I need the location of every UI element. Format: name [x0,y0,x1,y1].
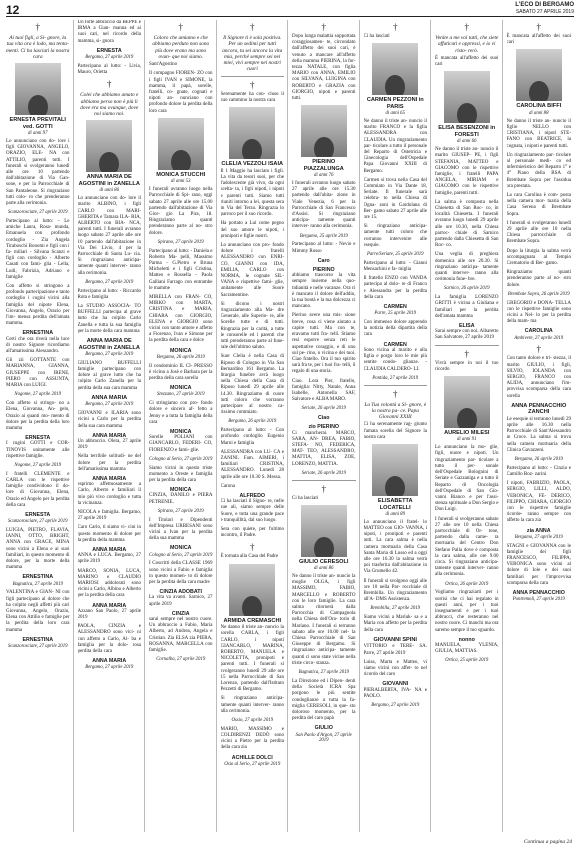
notice-text: Vivrà sempre in noi il tuo ricordo [435,360,499,372]
deceased-first-name: MONICA [170,347,192,354]
notice-text: CINZIA, DANILO e PIERA PETRENIE. [149,493,213,505]
deceased-name: CAROLINA BIFFI [516,103,562,110]
place-date: Bergamo, 27 aprile 2019 [371,702,420,708]
notice-text: Sorelle POLIANI con GIANCARLO, FEDERI- CO, FIORENZO e fami- glie. [149,435,213,453]
place-date: Ossio, 27 aprile 2019 [231,718,274,723]
notice-text: Ne danno il triste an- nuncio la sorella CARLA, i figli CARLO, i nipoti GIANCARLO, MARINA, ROBERTO, MANUELA e NICOLETTA, pronipoti e parenti tutti. I funerali si svolgeranno lunedì 29 alle ore 15 nella Parrocchiale di San Lorenzo, partendo dall'Istituto Pezzetti di Bergamo. [220,625,284,693]
portrait-photo [15,63,61,115]
place-date: Parre, 25 aprile 2019 [374,311,417,317]
deceased-name: GIOVANNI SPINI [373,636,417,643]
deceased-name: ERNESTA PREVITALI ved. GOTTI [9,117,66,130]
place-date: Bagnatica, 27 aprile 2019 [12,581,63,587]
notice-text: Ci ha serenamente rag- giunto l'amata sorella del Signore la nostra cara [363,422,427,440]
deceased-first-name: MONICA [170,385,192,392]
deceased-first-name: zia ANNA [526,527,551,534]
portrait-photo [86,120,132,172]
column-7 [435,20,503,832]
notice-text: Partecipano al lutto: - Gianni Mensachini e fa- miglia [363,260,427,273]
deceased-first-name: ERNESTA [25,511,51,518]
place-date: Stezzano, 27 aprile 2019 [157,392,205,398]
continued-note: Continua a pagina 24 [523,839,572,845]
deceased-first-name: ELISA [458,322,475,329]
cross-icon: † [393,388,398,399]
epigraph: Colei che abbiamo amato e abbiamo perso non è più lì dove era ma ovunque, dove noi siamo noi. [80,92,139,118]
portrait-silhouette [314,537,334,557]
notice-text: Nella terribile solitudi- ne del dolore per la perdita dell'amatissima mamma [77,454,141,472]
place-date: Spirano, 27 aprile 2019 [157,508,204,514]
age-line: di anni 91 [457,437,477,443]
notice-text: Siamo vicini a Mariuk- sa e a Maria con affetto per la perdita della cara [363,615,427,633]
notice-text: MANUELA, YLENIA, GIULIA, MATTIAS. [435,642,499,655]
column-6 [364,20,432,832]
deceased-first-name: GIULIO [314,725,333,732]
deceased-name: CLELIA VEZZOLI ISAIA [221,161,284,168]
notice-text: La Direzione ed i Dipen- denti della Società ICRA Spa porgono le più sentite condoglianze a tutta la fa- miglia CERESOLI, in que- sto doloroso momento, per la perdita del caro papà [292,678,356,722]
notice-text: Gli zii GOTTANTE con MARIANNA, GIANNA, GIUSEPPE con IRENE, PIERO con ASSUNTA, MARIA con LUIGI. [6,358,70,389]
place-date: Brembilla, 27 aprile 2019 [370,606,421,612]
cross-icon: † [536,22,541,32]
notice-text: Con affetto si stringono a profondo partecipazione e tanto cordoglio i cugini vicini alla famiglia del nipote Elena, Giovanna, Angelo, Orazio per l'im- mensa perdita dell'amata mamma. [6,284,70,327]
notice-text: Serenamente ha con- cluso il suo cammino la nostra cara [220,91,284,103]
notice-text: Si dicono i nostri ringraziamento alla Ma- dre Generale, alle Superio- re, alle Sorelle tutte e di tutti. Ringrazia per la carità, a tutte le consorelle ed i parenti che tutti prenderanno parte al fune- rale dell'ultimo saluto. [220,301,284,351]
notice-text: Lo annunciano con do- lore il marito ALBINO, i figli CARLO con MARI- GHERITA e Tamara ILA- RIA, ALBERTO con BIA- NCA, parenti tutti. I funerali avranno luogo sabato 27 aprile alle ore 10 partendo dall'abitazione in Via Dei Livio, 4 per la Parrocchiale di Santa Lu- cia. Si ringraziano anticipa- tamente quanti interver- ranno alla cerimonia. [77,196,141,276]
portrait-photo [301,505,347,557]
publication-name: L'ECO DI BERGAMO [515,2,574,8]
notice-text: VITTORIO e TERE- SA. Parre, 27 aprile 2019 [363,644,427,656]
deceased-name: ANNA PENNACCHIO ZANCHI [511,402,567,416]
notice-text: Un ringraziamento par- ticolare al personale medi- co ed infermieristico del Reparto 1° e 4° Piano della RSA di Brembate Sopra per l'assidua ora prestata. [506,152,571,189]
cross-icon: † [107,79,112,90]
notice-text: I Coscritti della CLASSE 1969 sono vicini a Fabio e famiglia in questo momen- to di dolore per la perdita della cara madre [149,561,213,586]
notice-text: GIULIANO BUFFELLI famiglie partecipano con dolore al grave lutto che ha colpito Carlo Zanella per la perdita della sua cara mamma [77,360,141,391]
place-date: Cornalba, 27 aprile 2019 [156,657,206,663]
notice-text: PAOLA, CINZIA e ALESSANDRO sono vici- ni con affetto a Carlo, Al- ba e famiglia per la dolo- rosa perdita della cara [77,624,141,655]
notice-text: GREGORIO e DONA- TELLA con le rispettive famiglie sono vicini a Nel- lo per la perdita della mam- ma [506,300,571,325]
deceased-first-name: MONICA [170,429,192,435]
column-4 [221,20,289,832]
cross-icon: † [250,79,255,90]
age-line: di anni 86 [314,566,334,572]
epigraph: La Tua volontà a Si- gnore, è la nostra pa- ce. Papa Giovanni XXIII [364,401,427,421]
notice-text: I fratelli CLEMENTE e CARLA con le rispettive famiglie condividono il do- lore di Giovanna, Elena, Orazio ed Angelo per la perdita della cara [6,471,70,508]
place-date: Bergamo, 26 aprile 2019 [514,457,563,463]
notice-text: Ciao. Lora Pier, fratello, famiglia: Nitty, Natale, Anna Isabelle, Antonella SAF, Salvatore e ALBA MARO. [292,378,356,403]
cross-icon: † [464,22,469,32]
notice-text: Vogliamo ringraziarti per i sorrisi che ci hai regalato in questi anni, per i tuoi insegnamenti e per i tuoi abbracci, che resteranno nel nostro cuore. Ci manchi ma ora saremo sempre il tuo sguardo. [435,590,499,633]
notice-text: Un forte abbraccio da BEPPE e IRMA a Gian- manna ed ai suoi cari, nel ricordo della mamma, si- gnora [77,20,141,44]
portrait-silhouette [314,137,334,157]
deceased-first-name: ANNA PENNACCHIO [512,590,565,597]
portrait-photo [444,71,490,123]
age-line: di anni 88 [529,110,549,116]
place-date: Bergamo, 27 aprile 2019 [85,352,134,358]
portrait-silhouette [529,81,549,101]
notice-text: Si ringraziano anticipa- tamente tutti coloro che vorranno intervenire alle esequie. [363,224,427,248]
deceased-first-name: ERNESTINA [22,636,54,643]
age-line: di anni 89 [385,512,405,517]
obituary-columns [6,20,574,832]
notice-text: sarai sempre nel nostro cuore. Un abbraccio a Fabio, Maria Alberto, ad Andrea, Angela e Cristian. Zia ELSA zia PIERA, ROSANNA, MARCELLA con famiglie. [149,617,213,654]
cross-icon: † [321,483,326,494]
deceased-first-name: CARMEN [383,304,407,311]
notice-text: Il fratello ENZO con VANDA partecipa al dolo- re di Franco e Alessandra per la perdita della cara [363,276,427,300]
issue-date: SABATO 27 APRILE 2019 [515,9,574,15]
epigraph: Venite a me voi tutti, che siete affaticati e oppressi, e io vi risto- rerò. [435,35,499,54]
notice-text: La cara Carolina è com- posta nella camera mor- tuaria della Casa Serena di Brembate Sopra. [506,192,571,217]
deceased-first-name: Ciao [318,415,330,422]
deceased-first-name: CINZIA ADOBATI [159,589,202,596]
notice-text: I cugini GOTTI e COR- TINOVIS unitamente alle rispettive famiglie. [6,441,70,459]
column-2 [78,20,146,832]
place-date: Osio al Serio, 27 aprile 2019 [224,761,281,767]
divider [435,345,499,346]
age-line: di anni 53 [171,179,191,185]
notice-text: La STUDIO ASSOCIA- TO BUFFELLI partecipa al grave lutto che ha colpito Carlo Zanella e tutta la sua famiglia per la morte della cara mamma [77,304,141,334]
portrait-photo [158,118,204,170]
deceased-name: ELISA BESENZONI in FORESTI [438,125,496,138]
deceased-first-name: nonno [458,636,475,643]
cross-icon: † [35,22,40,32]
notice-text: I nipoti, FABRIZIO, PAOLA, SERGIO, LILLI, ALDO, VERONICA, FE- DERICO, FILIPPO, CHIARA, GIORGIO con le rispettive famiglie ricorde- ranno sempre con affetto la cara zia [506,481,571,524]
deceased-first-name: GIOVANNI [382,681,409,688]
deceased-first-name: ANNA MARIA [92,658,127,665]
notice-text: abbiamo trascorso la vita sempre insieme nella quo- tidianità e nelle vacanze. Ora ci è mancato il dolore dell'addio, la tua bontà e la tua dolcezza ci mancano. [292,273,356,310]
notice-text: Il condominio IL CI- PRESSO è vicino a Josè e Barbara per la perdita della cara sorella [149,363,213,381]
notice-text: Carona [220,483,235,489]
cross-icon: † [250,22,255,32]
epigraph: Coloro che amiamo e che abbiamo perduto non sono più dove erano ma sono ovun- que noi siamo. [152,35,210,60]
portrait-silhouette [457,408,477,428]
notice-text: Con immenso dolore apprendo la notizia della dipartita della cara [363,320,427,338]
notice-text: Ci mancherai. MARCO, SARA, AN- DREA, FABIO, STEFA- NO, FEDERICA, MAT- TEO, ALESSANDRO, MATTIA, ELISA, ZOE, LORENZO, MATTIA. [292,430,356,467]
notice-text: Un abbraccio. Olera, 27 aprile 2019 [77,438,141,451]
deceased-first-name: ACHILLE DOLCI [231,754,273,761]
masthead [515,2,574,16]
age-line: di anni 65 [385,111,405,117]
notice-text: I funerali si svolgeranno lunedì 29 aprile alle ore 10 nella Chiesa parrocchiale di Brembate Sopra. [506,220,571,245]
notice-text: Sera con quiete, per l'ultimo incontro, il Padre. [220,527,284,539]
notice-text: È mancata all'affetto dei suoi cari [506,34,571,46]
notice-text: I funerali avranno luogo sabato 27 aprile alle ore 15.30 partendo dall'abita- zione in Viale Venezia, 6 per la Parrocchiale di San Francesco d'Assisi. Si ringraziano anticipa- tamente quanti interver- ranno alla cerimonia. [292,181,356,230]
notice-text: Sant'Agostino [149,62,178,68]
portrait-silhouette [242,139,262,159]
place-date: Bergamo, 26 aprile 2019 [228,419,277,425]
notice-text: Ringraziamo quanti prenderanno parte al no- stro dolore. [506,270,571,288]
notice-text: Partecipano al lutto: - Le amiche Laura, Rosa- munda, Emanuela con profondo cordoglio - Zia Angela Tiraboschi Bonomi e figli con i fa- miliari - Silvana Scanzi e figli con cordoglio - Alberto Casati con fami- glia - Lella, Ludi, Fabrizia, Adriano e famiglie [6,219,70,280]
deceased-first-name: MONICA [170,545,192,552]
portrait-silhouette [28,95,48,115]
place-date: Bagnatica, 27 aprile 2019 [298,670,349,676]
deceased-name: ELISABETTA LOCATELLI [377,498,413,511]
deceased-first-name: ERNESTA [96,47,122,54]
notice-text: Partecipano al lutto: - Livia, Mauro, Orietta [77,63,141,76]
deceased-name: ANNA MARIA [91,394,128,401]
page-number: 12 [6,3,20,17]
cross-icon: † [178,22,183,32]
notice-text: Con affetto si stringo- no a Elena, Giovanna, An- gelo, Orazio ai quanti mo- mento di dolore per la perdita della loro mamma [6,401,70,431]
deceased-first-name: CINZIA [171,610,190,617]
notice-text: La salma è composta nella Chiesetta di San Roc- co, in località Chiesetta. I funerali avranno luogo lunedì 29 aprile alle ore 10.30, nella Chiesa parroc- chiale di Sarnico partendo dalla Chiesetta di San Roc- co. [435,199,499,249]
notice-text: esprimo affettuosamente a Carlo, Alberto e familiari il mio più vivo cordoglio e tutta la vicinanza. [77,482,141,506]
notice-text: Dopo lunga malattia sopportata coraggiosamen- te, circondato dall'affetto dei suoi cari, è venuto a mancare all'affetto della mamma PIERINA, la for- tezza NATALE, con figlia MARIO con ANNA, EMILIO con SILVANA, LUIGINA con ROBERTO e GRAZIA con GIORGIO, nipoti e parenti tutti. [292,34,356,102]
place-date: San Paolo d'Argon, 27 aprile 2019 [295,732,352,744]
notice-text: PIERALBERTA, IVA- NA e PAOLO. [363,687,427,699]
portrait-photo [516,49,562,101]
notice-text: Luisa, Marta e Matteo, vi siamo vicini con affet- to nel ricordo del caro [363,659,427,678]
deceased-first-name: ANNA MARIA [92,547,127,554]
place-date: Seriate, 26 aprile 2019 [301,406,346,412]
notice-text: Partecipano al lutto: - Daniela e Roberto Ma- pelli, Massimo Parma - G.Pietro e Bruna Micheletti e i figli Cristina, Matteo e Rossella - Paola Galliani Farrago con entrambe le mamme [149,248,213,291]
place-date: Scanzorosciate, 27 aprile 2019 [7,643,68,649]
place-date: Sarnico, 26 aprile 2019 [443,286,490,292]
age-line: di anni 66 [457,139,477,145]
cross-icon: † [321,22,326,32]
notice-text: Caro Carlo, ti siamo vi- cini in questo momento di dolore per la perdita della mamma [77,525,141,543]
notice-text: ANNA e LUCA. Bergamo, 27 aprile 2019 [77,553,141,565]
notice-text: Il 1 Maggio ha lasciato i figli. La vita da tesori suoi, per che l'adolescente già vivo, da ogni scelta- ta, i figli nipoti, i nipoti e parenti tutti. Siamo tutti riuniti intorno a lei, questa sera in Via del Terzo. Ringrazia lo parroco per il suo ricordo. [220,168,284,218]
notice-text: Partecipano al lutto: - Nevio e Mimmy Rosso [292,242,356,254]
notice-text: Certi che ora riverà nella luce di nostro Signore ricordiamo all'amatissima Alessandro. [6,336,70,355]
notice-text: Il funerali si svolgono oggi alle ore 10 nella Par- rocchiale di Brembilla. Un ringraziamento all'A- DMS Assistenza. [363,578,427,603]
notice-text: Ci ha lasciati il Signo- re, nelle sue ali, siamo sempre delle Suore, e tutta una grande pace e tranquillità, dal suo luogo. [220,499,284,523]
age-line: di anni 86 [99,188,119,194]
place-date: Nogome, 27 aprile 2019 [14,392,62,398]
deceased-name: AURELIO MILESI [444,429,490,436]
notice-text: Siamo vicini in questo triste momento a Oreste e famiglia per la perdita della cara [149,465,213,484]
notice-text: Partecipano al lutto: - Con profondo cordoglio Eugenio Marni e famiglia [220,428,284,446]
deceased-first-name: ERNESTINA [22,330,54,337]
deceased-first-name: PIERINO [312,267,335,274]
deceased-first-name: ANNA MARIA [92,432,127,439]
notice-text: Ne danno il triste an- nuncio il marito FRANCO e la figlia ALESSANDRA con CLAUDIA. Un ringraziamento par- ticolare a tutto il personale del Reparto di Ostetricia e Ginecologia dell'Ospedale Papa Giovanni XXIII di Bergamo. [363,119,427,174]
notice-text: GIOVANNI e ILARIA sono vicini a Carlo per la perdita della sua cara mamma [77,411,141,429]
place-date: Pontida, 27 aprile 2019 [372,375,419,381]
notice-text: MARIO, MASSIMO e COLDIRENZI DEDÒ sono vicini a Pietro per la perdita della cara zia [220,726,284,751]
cross-icon: † [250,542,255,553]
notice-text: Lo annunciano con do- lore i figli GIOVANNA, ANGELO, ORAZIO, ELE- NA con ATTILIO, parenti tutti. I funerali si svolgeranno lunedì alle ore 10 partendo dall'abitazione di Via Gan- sone, e per la Parrocchiale di San Pantaleone. Si ringraziano tutti colo- ro che prenderanno parte alla cerimonia. [6,138,70,207]
notice-text: È mancata all'affetto dei suoi cari [435,55,499,68]
place-date: Brembate Sopra, 26 aprile 2019 [507,291,570,297]
divider [292,480,356,481]
deceased-first-name: ANNA MARIA [92,476,127,482]
portrait-silhouette [242,596,262,616]
place-date: Bergamo, 27 aprile 2019 [514,534,563,540]
portrait-photo [229,564,275,616]
notice-text: Ne danno il triste an- nuncio il marito GIUSEP- PE, i figli STEFANIA, MATTEO e GIACOMO con le rispettive famiglie, i fratelli PAPA ANGELA, MIRIAM e GIACOMO con le rispettive famiglie, parenti tutti. [435,147,499,196]
place-date: Cologno al Serio, 27 aprile 2019 [149,552,213,558]
notice-text: Ci ha lasciati [363,34,390,39]
notice-text: STAGNI e GIOVANNA con le famiglie dei figli FRANCESCO, FILIPPA, VERONICA sono vicini al dolore di Iole e dei suoi familiari per l'improvvisa scomparsa della cara [506,543,571,586]
place-date: Spirano, 27 aprile 2019 [157,239,204,245]
deceased-name: PIERINO PIAZZALUNGA [303,159,344,172]
notice-text: Si ringraziano anticipa- tamente quanti interver- ranno alla cerimonia. [220,696,284,714]
place-date: Pontremoli, 27 aprile 2019 [512,597,565,603]
deceased-first-name: ERNESTA [25,435,51,442]
place-date: Nogome, 27 aprile 2019 [14,462,62,468]
deceased-name: ARMIDA CREMASCHI [223,617,282,624]
cross-icon: † [393,22,398,32]
notice-text: Partecipano al lutto: - Riccardo Rota e famiglia [77,288,141,300]
notice-text: I Titolari e Dipendenti dell'Impresa URBESANI sono vicini a Ivan per la perdita della sua mamma [149,517,213,542]
notice-text: Ha portato a Lui come pegno del suo amore le nipoti, i pronipoti e figlie nostri. [220,221,284,239]
notice-text: Ne danno il triste an- nuncio la moglie OLGA, i figli MASSIMO, FABIO, MARCELLO e ROBERTO con le loro famiglie. La cara salma ritornerà dalla Parrocchia di Campagnola nella Chiesa dell'Ora- torio di Mariano. I funerali si terranno sabato alle ore 10.00 nel- la Chiesa Parrocchiale di San Giuseppe di Bergamo. Si ringraziano anticipa- tamente quanti ci sono state vicine nella triste circo- stanza. [292,574,356,666]
deceased-name: GIULIO CERESOLI [299,558,349,565]
deceased-first-name: CARMEN [383,341,407,348]
divider [364,385,428,386]
portrait-photo [444,376,490,428]
cross-icon: † [464,348,469,359]
notice-text: Azzano San Paolo, 27 aprile 2019 [77,608,141,621]
place-date: Cologno al Serio, 27 aprile 2019 [149,456,213,462]
notice-text: ALESSANDRA con LU- CA e ZANINI. Fam. AIMERI, i familiari CRISTINA, ALESSANDRO. Lunedì 28 aprile alle ore 10.30 S. Messa. [220,449,284,480]
place-date: Bergamo, 27 aprile 2019 [85,55,134,61]
notice-text: Carmen si trova nella Casa del Commiato in Via Dante 18, Seriate. Il funerale sarà celebra- to nella Chiesa di Ogna- zoni in Gardolana di Ber- gamo sabato 27 aprile alle ore 15. [363,177,427,221]
deceased-first-name: zio PIERINO [308,424,340,431]
place-date: Scanzorosciate, 27 aprile 2019 [7,210,68,216]
place-date: Ambivere, 27 aprile 2019 [514,335,564,341]
notice-text: I funerali avranno luogo nella Parrocchiale di Spi- rano, oggi sabato 27 aprile alle ore 15.00 partendo dall'abitazione di Via Gior- gio La Pira, 18. Ringraziamo quanti prenderanno parte al no- stro dolore. [149,187,213,236]
notice-text: Lo annunciano con pro- fondo dolore i fratelli ALESSANDRO con ENRI- CO, GIANNI con IDA, EMILIA, CARLO con NORMA, le cognate SIL- VANA e rispettive fami- glie, unitamente alle Suore Sacramentine. [220,242,284,298]
epigraph: Il Signore ti è sola positiva. Per un sedimi per tutti ancora, tu sei ancora la vita mia, perché sempre sei nei miei, vivi sempre nei nostri cuori [222,35,283,73]
notice-text: Lo annunciano il fratel- lo MATTEO con GIO- VANNA, i nipoti, i pronipoti e parenti tutti. La cara salma è nella camera mortuaria della Casa Santa Maria di Lusso ed a oggi alle ore 16.30 la salma verrà poi trasferita dall'abitazione in Via Grumello 42. [363,519,427,575]
portrait-silhouette [457,103,477,123]
notice-text: La famiglia LORENZO GRITTI è vicina a Giuliana e familiari per la perdita dell'amata mamma [435,295,499,319]
notice-text: Con tanto dolore e tri- stezza, il marito GIULIO, i figli, SILVIO, IOLANDA con SERGIO, FRANCO con ALIDA, annunciano l'im- provvisa scomparsa della cara sorella [506,356,571,399]
notice-text: MIRELLA con FRAN- CO, MIRKO con MARTA, CRISTINA e MARIA, CHIARA con GIORGIO, ELENA e GIORGIO sono vicini con tanto amore e affetto a Fiorenzo, Ivan e Simone per la perdita della cara e dolce [149,294,213,344]
notice-text: MARCO, SONIA, LUCA, MARINO e CLAUDIO MARIOSI addolorati sono vicini a Carlo, Albino e Alberto per la perdita della cara [77,568,141,599]
deceased-name: ANNA MARIA DE AGOSTINI in ZANELLA [78,338,140,351]
notice-text: Ci ha lasciati [292,495,319,501]
notice-text: Il compagno FIOREN- ZO con i figli IVAN e SIMONE, la mamma, il papà, sorelle, fratelli, co- gnate, cognati e nipoti an- nunciano con profondo dolore la perdita della loro cara [149,71,213,114]
deceased-first-name: ALFREDO [239,493,266,500]
age-line: di anni 76 [314,173,334,179]
portrait-photo [301,105,347,157]
place-date: Bergamo, 27 aprile 2019 [85,279,134,285]
notice-text: La vita va avanti. Sarnico, 27 aprile 2019 [149,595,213,607]
place-date: Bergamo, 27 aprile 2019 [85,402,134,408]
portrait-silhouette [171,150,191,170]
deceased-name: MONICA STUCCHI [156,171,206,178]
notice-text: Sarai sempre con noi. Albaretto San Salvatore, 27 aprile 2019 [435,329,499,341]
cross-icon: † [536,344,541,355]
deceased-first-name: MONICA [170,487,192,494]
portrait-photo [372,444,418,496]
column-3 [149,20,217,832]
notice-text: Le esequie si terranno lunedì 29 aprile alle 16.30 nella Parrocchiale di Sant'Alessandro in Croce. La salma si trova nella camera mortuaria della Clinica Gavazzeni. [506,416,571,453]
notice-text: Ne danno il triste an- nuncio il figlio NELLO con CRISTIANA, i nipoti STE- FANO con BEATRICE, la cognata, i nipoti e parenti tutti. [506,118,571,149]
notice-text: NICOLA e famiglia. Bergamo, 27 aprile 2019 [77,510,141,522]
deceased-first-name: CAROLINA [524,328,553,335]
deceased-name: CARMEN PEZZONI in PARIS [366,97,424,110]
epigraph: Ai tuoi figli, a Si- gnore, la tua vita ora è lodo, ma tenta- menti. Ci ha lasciati la nostra cara [6,35,70,60]
age-line: di anni 97 [28,131,48,137]
place-date: Bergamo, 27 aprile 2019 [85,665,134,671]
place-date: Seriate, 26 aprile 2019 [301,470,346,476]
portrait-silhouette [385,75,405,95]
notice-text: Una veglia di preghiera domenica alle ore 20.30. Si ringraziano anticipa- tamente quanti interver- ranno alla cerimonia fune- bre. [435,252,499,283]
divider [221,76,285,77]
place-date: Scanzorosciate, 27 aprile 2019 [7,519,68,525]
portrait-silhouette [385,476,405,496]
notice-text: Sono vicina al marito e alla figlia e porgo loro le mie più sentite condo- glianze. - CLAUDIA CALDERO- LI. [363,347,427,372]
place-date: Bergamo, 25 aprile 2019 [299,233,348,239]
place-date: Ortica, 26 aprile 2019 [445,581,489,587]
place-date: Bergamo, 26 aprile 2019 [156,354,205,360]
notice-text: VALENTINA e GIAN- NI con figli partecipano al dolore che ha colpito negli affetti più cari Giovanna, Angelo, Orazio, Elena con Attilio e famiglie per la perdita della loro cara mamma [6,590,70,633]
notice-text: Ci stringiamo con pro- fondo dolore e sincero af- fetto a Jenny e a tutta la famiglia della cara [149,401,213,425]
deceased-first-name: ANNA MARIA [92,602,127,609]
column-8 [507,20,575,832]
deceased-first-name: ERNESTINA [22,574,54,581]
place-date: Ortica, 25 aprile 2019 [445,658,489,664]
deceased-name: ANNA MARIA DE AGOSTINI in ZANELLA [78,174,140,187]
column-1 [6,20,74,832]
portrait-photo [372,43,418,95]
notice-text: Dopo la liturgia la salma verrà accompagnata al Tempio Crematorio di Ber- gamo. [506,248,571,266]
notice-text: I funerali si svolgeranno sabato 27 alle ore 10 nella Chiesa parrocchiale di Or- tone, partendo dalla came- ra mortuaria del Centro Don Stefano Palla dove è composta la cara salma, alle ore 9.00 circa. Si ringraziano anticipa- tamente quanti interver- ranno alla cerimonia. [435,516,499,578]
notice-text: È tornata alla Casa del Padre [220,554,279,560]
notice-text: Partecipano al lutto: - Cinzia e Camillo Boz- zarini [506,465,571,478]
notice-text: Lo annunciano la mo- glie, figli, nuore e nipoti. Un ringraziamento par- ticolare a tutto il per- sonale dell'Ospedale Bolognini di Seriate e Gazzaniga e a tutto il Reparto di Oncologia dell'Ospedale di San Gio- vanni Bianco e per l'assi- stenza spirituale a Don Sergio e Don Luigi. [435,445,499,513]
portrait-silhouette [99,152,119,172]
deceased-first-name: Caro [317,257,330,264]
page-header [6,2,574,17]
portrait-photo [229,107,275,159]
notice-text: LUIGIA, PIETRO, FLAVIA, IANNI, OTTO, BRIGHT, ANNA con GRACE, MINA sono vicini a Elena e ai suoi familiari, in questo momento di dolore, per la morte della mamma [6,527,70,571]
notice-text: Pierino avere una mis- sione breve, cosa ci viene aiutato a capire tutti. Ma con te, eravamo tutti fra- telli. Stiamo resi esporre senza reti le aspettative coraggio, e di uno sul pe- rino, o vicina e dei tuoi. Ciao fratello. Ora il tuo spirito sarà fra te, per i tuoi fra- telli, il regalo di una storia. [292,313,356,375]
place-date: Parre/Seriate, 25 aprile 2019 [366,252,424,258]
column-5 [292,20,360,832]
notice-text: Suor Clelia è nella Casa di Riposo di Cologno in Via San Bernardino 161 Bergamo. La liturgia funebre avrà luogo nella Chiesa della Casa di Riposo lunedì 29 aprile alle 14.30. Ringraziamo di cuore tutti coloro che vorranno partecipare al nostro ca- rissimo commiato. [220,354,284,416]
